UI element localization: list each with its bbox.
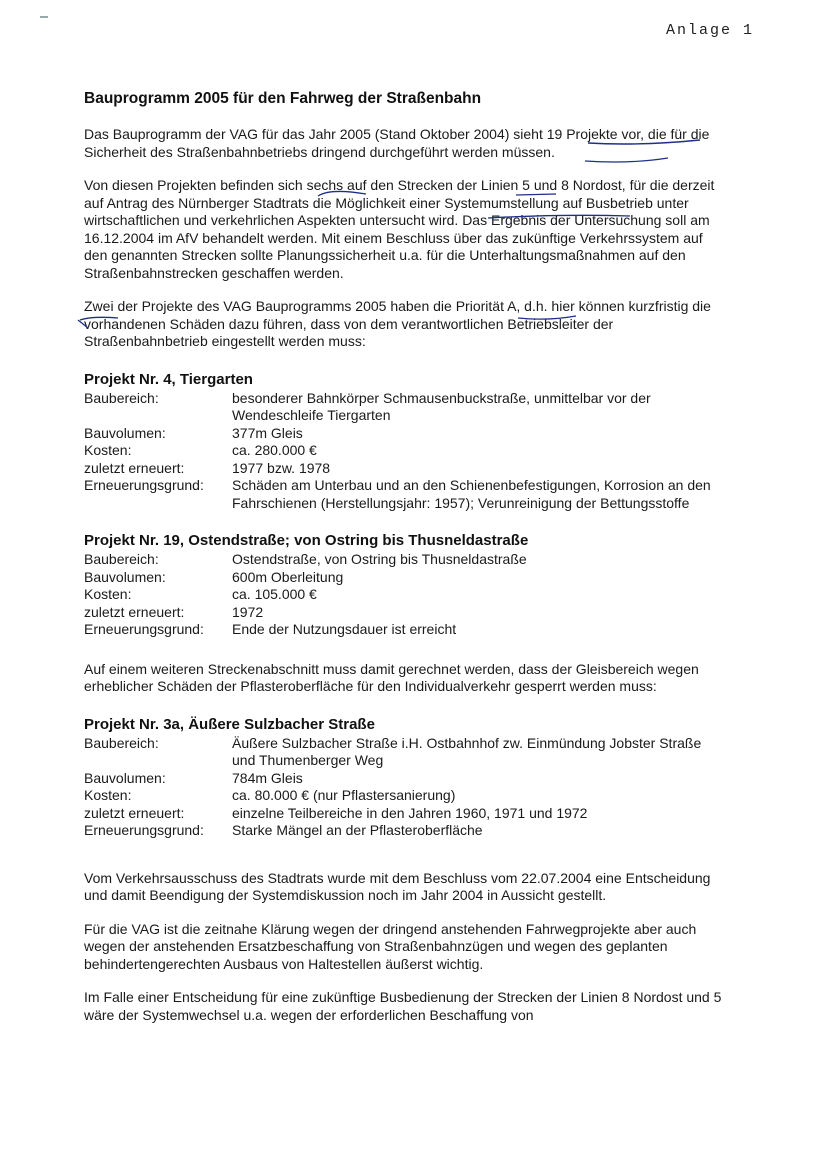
row-value: 600m Oberleitung <box>232 568 344 585</box>
table-row <box>84 735 724 770</box>
table-row <box>84 551 527 569</box>
row-value: besonderer Bahnkörper Schmausenbuckstraße, unmittelbar vor der Wendeschleife Tiergarten <box>232 389 651 423</box>
row-key: Erneuerungsgrund: <box>84 822 204 838</box>
intro-paragraph-1: Das Bauprogramm der VAG für das Jahr 2005 (Stand Oktober 2004) sieht 19 Projekte vor, die für die Sicherheit des Straßenbahnbetriebs dringend durchgeführt werden müssen. <box>84 126 710 160</box>
project-19-table <box>84 551 527 639</box>
row-key: zuletzt erneuert: <box>84 603 185 620</box>
row-key: Baubereich: <box>84 734 159 751</box>
row-value: Ostendstraße, von Ostring bis Thusneldastraße <box>232 551 527 567</box>
scan-mark <box>40 16 48 18</box>
table-row <box>84 586 527 604</box>
row-value: 1977 bzw. 1978 <box>232 459 331 476</box>
project-3a-title: Projekt Nr. 3a, Äußere Sulzbacher Straße <box>84 715 375 733</box>
document-title: Bauprogramm 2005 für den Fahrweg der Straßenbahn <box>84 90 482 107</box>
project-4-title: Projekt Nr. 4, Tiergarten <box>84 370 253 388</box>
project-3a-table <box>84 735 724 840</box>
closing-paragraph-2: Für die VAG ist die zeitnahe Klärung wegen der dringend anstehenden Fahrwegprojekte aber auch wegen der anstehenden Ersatzbeschaffung von Straßenbahnzügen und wegen des geplanten behindertengerechten Ausbaus von Haltestellen äußerst wichtig. <box>84 920 697 972</box>
row-key: Bauvolumen: <box>84 424 166 441</box>
closing-paragraph-1: Vom Verkehrsausschuss des Stadtrats wurde mit dem Beschluss vom 22.07.2004 eine Entscheidung und damit Beendigung der Systemdiskussion noch im Jahr 2004 in Aussicht gestellt. <box>84 869 711 903</box>
document-body <box>84 90 724 1040</box>
row-value: 784m Gleis <box>232 769 303 786</box>
row-key: Kosten: <box>84 787 132 803</box>
table-row <box>84 569 527 587</box>
table-row <box>84 822 724 840</box>
row-key: Kosten: <box>84 586 132 602</box>
row-value: ca. 280.000 € <box>232 442 317 458</box>
table-row <box>84 787 724 805</box>
table-row <box>84 621 527 639</box>
row-value: Ende der Nutzungsdauer ist erreicht <box>232 621 457 637</box>
project-19-title: Projekt Nr. 19, Ostendstraße; von Ostring bis Thusneldastraße <box>84 532 529 549</box>
table-row <box>84 604 527 622</box>
row-value: Starke Mängel an der Pflasteroberfläche <box>232 822 483 838</box>
row-key: zuletzt erneuert: <box>84 459 185 476</box>
table-row <box>84 390 724 425</box>
table-row <box>84 460 724 478</box>
row-value: 1972 <box>232 603 264 620</box>
row-value: Schäden am Unterbau und an den Schienenbefestigungen, Korrosion an den Fahrschienen (Herstellungsjahr: 1957); Verunreinigung der Bettungsstoffe <box>232 477 711 511</box>
table-row <box>84 477 724 512</box>
table-row <box>84 805 724 823</box>
row-value: ca. 105.000 € <box>232 586 317 602</box>
row-key: zuletzt erneuert: <box>84 804 185 821</box>
table-row <box>84 425 724 443</box>
row-value: einzelne Teilbereiche in den Jahren 1960, 1971 und 1972 <box>232 804 588 821</box>
row-value: Äußere Sulzbacher Straße i.H. Ostbahnhof zw. Einmündung Jobster Straße und Thumenberger Weg <box>232 734 702 768</box>
row-key: Baubereich: <box>84 389 159 406</box>
intro-paragraph-3: Zwei der Projekte des VAG Bauprogramms 2005 haben die Priorität A, d.h. hier können kurzfristig die vorhandenen Schäden dazu führen, dass von dem verantwortlichen Betriebsleiter der Straßenbahnbetrieb eingestellt werden muss: <box>84 298 711 349</box>
row-value: ca. 80.000 € (nur Pflastersanierung) <box>232 787 456 803</box>
attachment-label: Anlage 1 <box>665 22 754 39</box>
table-row <box>84 442 724 460</box>
row-value: 377m Gleis <box>232 424 303 441</box>
table-row <box>84 770 724 788</box>
row-key: Erneuerungsgrund: <box>84 621 204 637</box>
project-4-table <box>84 390 724 513</box>
row-key: Baubereich: <box>84 551 159 567</box>
row-key: Erneuerungsgrund: <box>84 477 204 493</box>
row-key: Kosten: <box>84 442 132 458</box>
closing-paragraph-3: Im Falle einer Entscheidung für eine zukünftige Busbedienung der Strecken der Linien 8 Nordost und 5 wäre der Systemwechsel u.a. wegen der erforderlichen Beschaffung von <box>84 989 722 1023</box>
row-key: Bauvolumen: <box>84 769 166 786</box>
middle-paragraph: Auf einem weiteren Streckenabschnitt muss damit gerechnet werden, dass der Gleisbereich wegen erheblicher Schäden der Pflasteroberfläche für den Individualverkehr gesperrt werden muss: <box>84 660 699 694</box>
intro-paragraph-2: Von diesen Projekten befinden sich sechs auf den Strecken der Linien 5 und 8 Nordost, für die derzeit auf Antrag des Nürnberger Stadtrats die Möglichkeit einer Systemumstellung auf Busbetrieb unter wirtschaftlichen und verkehrlichen Aspekten untersucht wird. Das Ergebnis der Untersuchung soll am 16.12.2004 im AfV behandelt werden. Mit einem Beschluss über das zukünftige Verkehrssystem auf den genannten Strecken sollte Planungssicherheit u.a. für die Unterhaltungsmaßnahmen auf den Straßenbahnstrecken geschaffen werden. <box>84 177 715 281</box>
row-key: Bauvolumen: <box>84 568 166 585</box>
